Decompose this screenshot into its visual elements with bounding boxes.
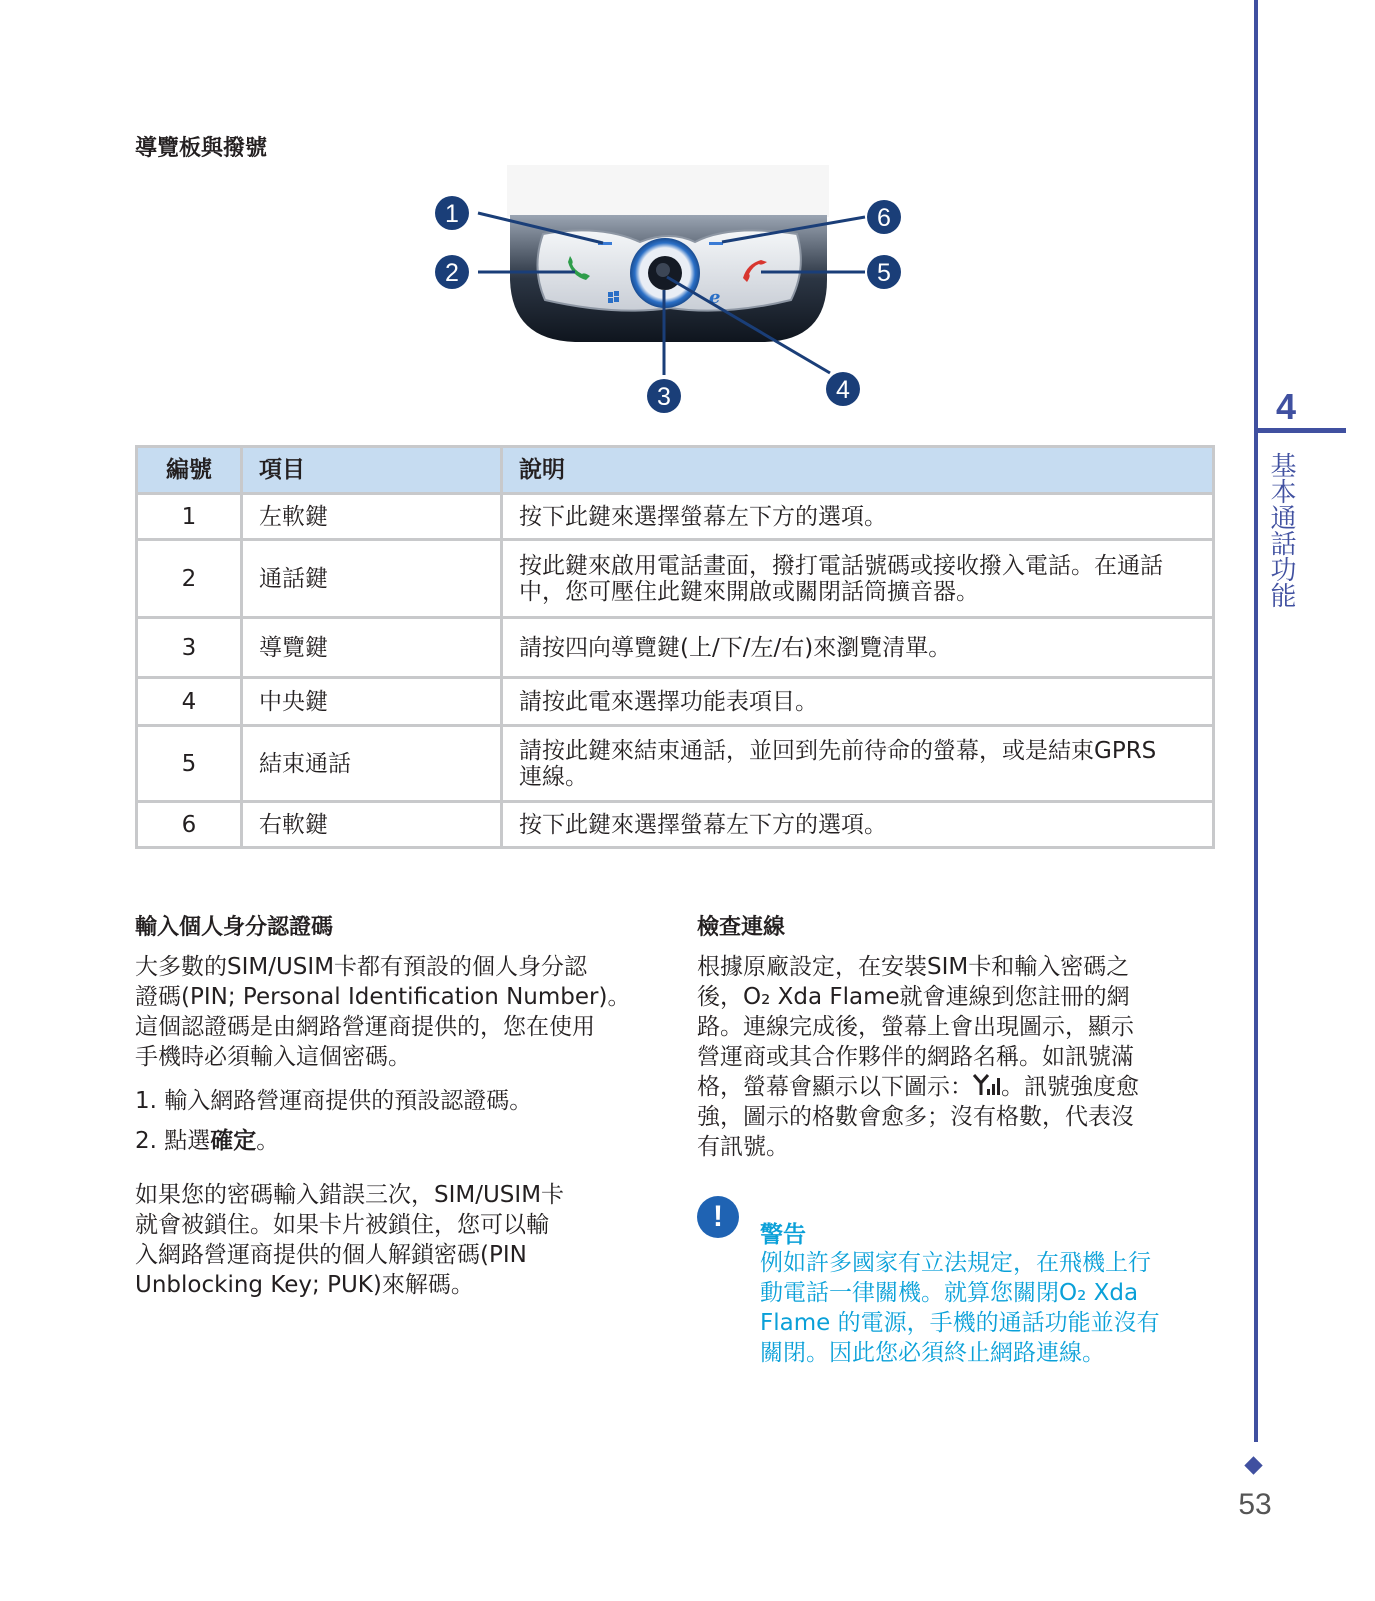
callout-3: [647, 379, 681, 413]
svg-text:e: e: [709, 287, 721, 308]
callout-6: [867, 200, 901, 234]
table-row: [137, 540, 1214, 618]
table-header-item: 項目: [242, 447, 502, 494]
row-number: 6: [137, 802, 242, 848]
row-number: 5: [137, 726, 242, 802]
svg-text:2: 2: [445, 259, 459, 287]
row-number: 4: [137, 678, 242, 726]
table-row: [137, 802, 1214, 848]
warning-exclamation-icon: !: [697, 1196, 739, 1238]
right-softkey[interactable]: [709, 242, 723, 245]
pin-step-2: 2. 點選確定。: [135, 1128, 280, 1154]
row-item: 中央鍵: [242, 678, 502, 726]
svg-text:6: 6: [877, 204, 891, 232]
callout-5: [867, 255, 901, 289]
svg-text:4: 4: [836, 376, 850, 404]
callout-2: [435, 255, 469, 289]
pin-lock-paragraph: 如果您的密碼輸入錯誤三次，SIM/USIM卡 就會被鎖住。如果卡片被鎖住，您可以輸 入網路營運商提供的個人解鎖密碼(PIN Unblocking Key; PUK)來解碼。: [135, 1182, 565, 1298]
nav-section-heading: 導覽板與撥號: [135, 136, 268, 161]
table-row: [137, 618, 1214, 678]
row-item: 通話鍵: [242, 540, 502, 618]
row-item: 右軟鍵: [242, 802, 502, 848]
row-description: 按此鍵來啟用電話畫面，撥打電話號碼或接收撥入電話。在通話 中，您可壓住此鍵來開啟或關閉話筒擴音器。: [502, 540, 1214, 618]
row-description: 請按此電來選擇功能表項目。: [502, 678, 1214, 726]
row-item: 結束通話: [242, 726, 502, 802]
device-top: [507, 165, 829, 217]
table-row: [137, 678, 1214, 726]
row-description: 按下此鍵來選擇螢幕左下方的選項。: [502, 802, 1214, 848]
table-row: [137, 494, 1214, 540]
chapter-tab-rule: [1254, 428, 1346, 433]
row-number: 1: [137, 494, 242, 540]
warning-text: 例如許多國家有立法規定，在飛機上行 動電話一律關機。就算您關閉O₂ Xda Flame 的電源，手機的通話功能並沒有 關閉。因此您必須終止網路連線。: [760, 1250, 1160, 1366]
key-table: [135, 445, 1215, 849]
pin-intro-paragraph: 大多數的SIM/USIM卡都有預設的個人身分認 證碼(PIN; Personal Identification Number)。 這個認證碼是由網路營運商提供的，您在使用 手機時必須輸入這個密碼。: [135, 954, 631, 1070]
row-item: 左軟鍵: [242, 494, 502, 540]
page-number: 53: [1238, 1488, 1272, 1521]
ok-button-label: 確定: [210, 1128, 257, 1154]
row-number: 3: [137, 618, 242, 678]
callout-4: [826, 372, 860, 406]
svg-text:3: 3: [657, 383, 671, 411]
table-header-row: [137, 447, 1214, 494]
callout-1: [435, 196, 469, 230]
row-item: 導覽鍵: [242, 618, 502, 678]
warning-title: 警告: [760, 1222, 806, 1248]
keypad-diagram: [425, 160, 905, 425]
row-description: 請按此鍵來結束通話，並回到先前待命的螢幕，或是結束GPRS 連線。: [502, 726, 1214, 802]
diamond-icon: [1244, 1456, 1262, 1474]
table-row: [137, 726, 1214, 802]
table-header-number: 編號: [137, 447, 242, 494]
pin-step-1: 1. 輸入網路營運商提供的預設認證碼。: [135, 1088, 533, 1114]
row-number: 2: [137, 540, 242, 618]
row-description: 按下此鍵來選擇螢幕左下方的選項。: [502, 494, 1214, 540]
chapter-title: 基本通話功能: [1266, 452, 1296, 608]
row-description: 請按四向導覽鍵(上/下/左/右)來瀏覽清單。: [502, 618, 1214, 678]
connection-paragraph: 根據原廠設定，在安裝SIM卡和輸入密碼之 後，O₂ Xda Flame就會連線到您註冊的網 路。連線完成後，螢幕上會出現圖示，顯示 營運商或其合作夥伴的網路名稱。如訊號滿 格，螢幕會顯示以下圖示： 。訊號強度愈 強，圖示的格數會愈多；沒有格數，代表沒 有訊號。: [697, 954, 1139, 1160]
connection-heading: 檢查連線: [697, 915, 786, 940]
pin-heading: 輸入個人身分認證碼: [135, 915, 334, 940]
signal-full-icon: [973, 1073, 1001, 1097]
chapter-number: 4: [1275, 386, 1297, 427]
sidebar-rule: [1254, 0, 1258, 1442]
svg-text:1: 1: [445, 200, 459, 228]
table-header-description: 說明: [502, 447, 1214, 494]
svg-text:5: 5: [877, 259, 891, 287]
